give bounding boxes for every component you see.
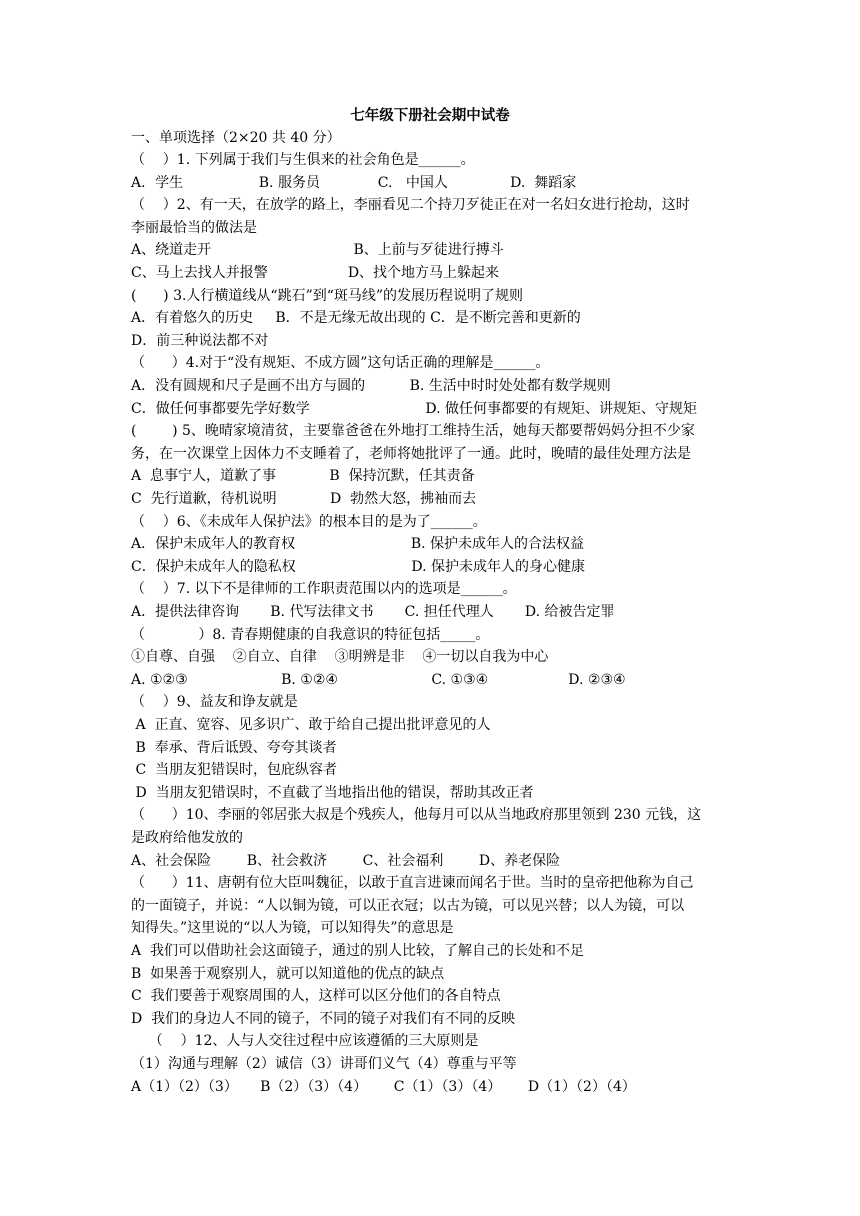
text-line: （ ）10、李丽的邻居张大叔是个残疾人，他每月可以从当地政府那里领到 230 元钱，这 [131, 807, 702, 823]
text-line: （ ）1. 下列属于我们与生俱来的社会角色是______。 [131, 152, 475, 168]
text-line: 务，在一次课堂上因体力不支睡着了，老师将她批评了一通。此时，晚晴的最佳处理方法是 [131, 446, 691, 462]
text-line: 知得失。”这里说的“以人为镜，可以知得失”的意思是 [131, 920, 454, 936]
text-line: （ ）12、人与人交往过程中应该遵循的三大原则是 [131, 1033, 479, 1049]
text-line: A．没有圆规和尺子是画不出方与圆的 B. 生活中时时处处都有数学规则 [131, 378, 611, 394]
text-line: 的一面镜子，并说：“人以铜为镜，可以正衣冠；以古为镜，可以见兴替；以人为镜，可以 [131, 898, 685, 914]
section-heading: 一、单项选择（2×20 共 40 分） [131, 130, 341, 146]
text-line: （ ）7. 以下不是律师的工作职责范围以内的选项是______。 [131, 581, 517, 597]
text-line: A 息事宁人，道歉了事 B 保持沉默，任其责备 [131, 468, 475, 484]
text-line: ( ) 5、晚晴家境清贫，主要靠爸爸在外地打工维持生活，她每天都要帮妈妈分担不少家 [131, 423, 695, 439]
text-line: A 正直、宽容、见多识广、敢于给自己提出批评意见的人 [131, 717, 491, 733]
text-line: （ ）2、有一天，在放学的路上，李丽看见二个持刀歹徒正在对一名妇女进行抢劫，这时 [131, 197, 690, 213]
text-line: C 当朋友犯错误时，包庇纵容者 [131, 762, 338, 778]
text-line: A. ①②③ B. ①②④ C. ①③④ D. ②③④ [131, 672, 626, 688]
text-line: A、社会保险 B、社会救济 C、社会福利 D、养老保险 [131, 853, 561, 869]
text-line: （ ）9、益友和诤友就是 [131, 694, 298, 710]
text-line: A．有着悠久的历史 B．不是无缘无故出现的 C．是不断完善和更新的 [131, 310, 581, 326]
text-line: C．保护未成年人的隐私权 D. 保护未成年人的身心健康 [131, 559, 586, 575]
text-line: D 当朋友犯错误时，不直截了当地指出他的错误，帮助其改正者 [131, 785, 534, 801]
text-line: ①自尊、自强 ②自立、自律 ③明辨是非 ④一切以自我为中心 [131, 649, 549, 665]
text-line: A（1）（2）（3） B（2）（3）（4） C（1）（3）（4） D（1）（2）（4） [131, 1079, 636, 1095]
text-line: （1）沟通与理解（2）诚信（3）讲哥们义气（4）尊重与平等 [131, 1056, 517, 1072]
text-line: A、绕道走开 B、上前与歹徒进行搏斗 [131, 242, 504, 258]
text-line: B 奉承、背后诋毁、夸夸其谈者 [131, 740, 337, 756]
text-line: C．做任何事都要先学好数学 D. 做任何事都要的有规矩、讲规矩、守规矩 [131, 401, 698, 417]
text-line: 是政府给他发放的 [131, 830, 243, 846]
text-line: A．学生 B. 服务员 C. 中国人 D. 舞蹈家 [131, 175, 577, 191]
text-line: （ ）6、《未成年人保护法》的根本目的是为了______。 [131, 514, 487, 530]
text-line: （ ）8. 青春期健康的自我意识的特征包括_____。 [131, 627, 490, 643]
text-line: C、马上去找人并报警 D、找个地方马上躲起来 [131, 265, 500, 281]
text-line: D．前三种说法都不对 [131, 333, 269, 349]
text-line: B 如果善于观察别人，就可以知道他的优点的缺点 [131, 966, 445, 982]
text-line: （ ）4.对于“没有规矩、不成方圆”这句话正确的理解是______。 [131, 355, 550, 371]
text-line: （ ）11、唐朝有位大臣叫魏征，以敢于直言进谏而闻名于世。当时的皇帝把他称为自己 [131, 875, 694, 891]
text-line: A．保护未成年人的教育权 B. 保护未成年人的合法权益 [131, 536, 585, 552]
text-line: A 我们可以借助社会这面镜子，通过的别人比较，了解自己的长处和不足 [131, 943, 585, 959]
page-title: 七年级下册社会期中试卷 [350, 107, 510, 124]
text-line: C 先行道歉，待机说明 D 勃然大怒，拂袖而去 [131, 491, 477, 507]
text-line: C 我们要善于观察周围的人，这样可以区分他们的各自特点 [131, 988, 501, 1004]
text-line: ( ) 3.人行横道线从“跳石”到“斑马线”的发展历程说明了规则 [131, 288, 524, 304]
text-line: D 我们的身边人不同的镜子，不同的镜子对我们有不同的反映 [131, 1011, 516, 1027]
text-line: A．提供法律咨询 B. 代写法律文书 C. 担任代理人 D. 给被告定罪 [131, 604, 615, 620]
text-line: 李丽最恰当的做法是 [131, 220, 257, 236]
